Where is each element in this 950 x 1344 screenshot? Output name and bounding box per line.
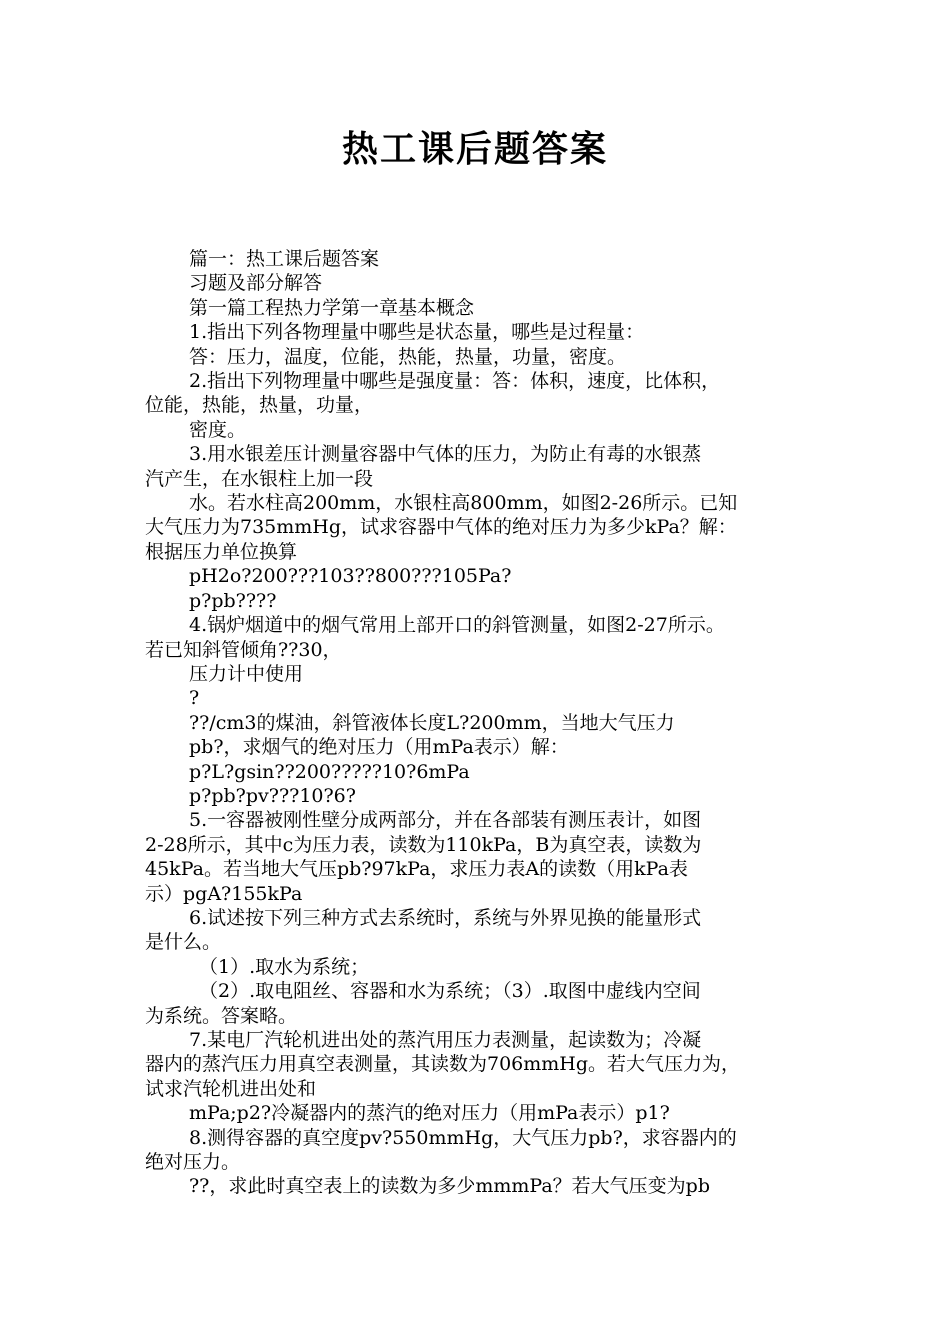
text-line: 为系统。答案略。 — [145, 1004, 298, 1027]
text-line: 根据压力单位换算 — [145, 540, 298, 563]
text-line: 压力计中使用 — [189, 662, 304, 685]
text-line: 汽产生，在水银柱上加一段 — [145, 467, 374, 490]
text-line: 习题及部分解答 — [189, 272, 323, 295]
text-line: 4.锅炉烟道中的烟气常用上部开口的斜管测量，如图2-27所示。 — [189, 614, 725, 637]
text-line: 答：压力，温度，位能，热能，热量，功量，密度。 — [189, 345, 627, 368]
text-line: 位能，热能，热量，功量， — [145, 394, 374, 417]
text-line: （2）.取电阻丝、容器和水为系统；（3）.取图中虚线内空间 — [199, 980, 701, 1003]
text-line: 7.某电厂汽轮机进出处的蒸汽用压力表测量，起读数为；冷凝 — [189, 1029, 702, 1051]
text-line: 6.试述按下列三种方式去系统时，系统与外界见换的能量形式 — [189, 906, 702, 929]
text-line: 试求汽轮机进出处和 — [145, 1077, 317, 1100]
text-line: 水。若水柱高200mm，水银柱高800mm，如图2-26所示。已知 — [189, 492, 738, 515]
text-line: 2.指出下列物理量中哪些是强度量：答：体积，速度，比体积， — [189, 370, 721, 393]
text-line: 5.一容器被刚性壁分成两部分，并在各部装有测压表计，如图 — [189, 809, 702, 832]
text-line: 示）pgA?155kPa — [145, 882, 303, 905]
text-line: pH2o?200???103??800???105Pa? — [189, 565, 512, 588]
text-line: p?pb???? — [189, 589, 277, 612]
text-line: pb?，求烟气的绝对压力（用mPa表示）解： — [189, 736, 569, 759]
text-line: mPa;p2?冷凝器内的蒸汽的绝对压力（用mPa表示）p1? — [189, 1102, 670, 1125]
text-line: 密度。 — [189, 418, 247, 441]
text-line: 3.用水银差压计测量容器中气体的压力，为防止有毒的水银蒸 — [189, 443, 702, 466]
text-line: 第一篇工程热力学第一章基本概念 — [189, 296, 475, 319]
text-line: 8.测得容器的真空度pv?550mmHg，大气压力pb?，求容器内的 — [189, 1126, 737, 1149]
text-line: 2-28所示，其中c为压力表，读数为110kPa，B为真空表，读数为 — [145, 833, 702, 856]
document-body — [145, 247, 815, 1199]
text-line: 大气压力为735mmHg，试求容器中气体的绝对压力为多少kPa？解： — [145, 516, 737, 539]
text-line: ??/cm3的煤油，斜管液体长度L?200mm，当地大气压力 — [189, 711, 675, 734]
text-line: 若已知斜管倾角??30， — [145, 638, 342, 661]
text-line: 1.指出下列各物理量中哪些是状态量，哪些是过程量： — [189, 321, 645, 344]
text-line: ??，求此时真空表上的读数为多少mmmPa？若大气压变为pb — [189, 1175, 711, 1198]
text-line: 器内的蒸汽压力用真空表测量，其读数为706mmHg。若大气压力为， — [145, 1053, 741, 1076]
text-line: 篇一：热工课后题答案 — [189, 248, 380, 270]
text-line: p?pb?pv???10?6? — [189, 784, 356, 807]
text-line: 是什么。 — [145, 931, 222, 954]
text-line: 绝对压力。 — [145, 1151, 241, 1174]
document-title: 热工课后题答案 — [341, 129, 608, 170]
text-line: p?L?gsin??200?????10?6mPa — [189, 760, 470, 783]
text-line: 45kPa。若当地大气压pb?97kPa，求压力表A的读数（用kPa表 — [145, 858, 688, 881]
text-line: （1）.取水为系统； — [199, 955, 370, 978]
text-line: ? — [189, 687, 200, 710]
